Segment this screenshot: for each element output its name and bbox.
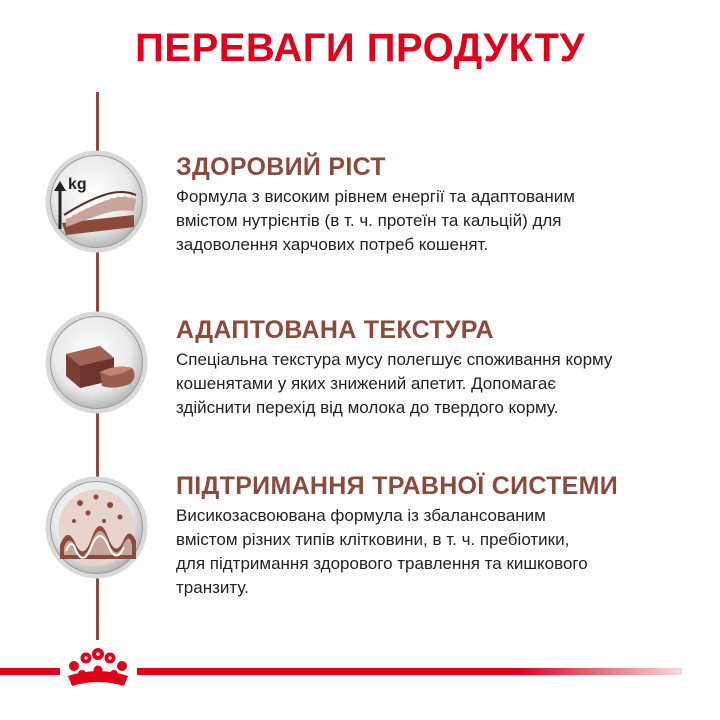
benefit-title: ПІДТРИМАННЯ ТРАВНОЇ СИСТЕМИ [176, 472, 619, 500]
description-line: транзиту. [176, 578, 249, 597]
digestive-system-icon [44, 475, 149, 580]
weight-growth-icon [44, 149, 149, 254]
royal-canin-crown-logo [62, 644, 134, 690]
footer-red-bar-left [0, 668, 60, 675]
description-line: вмістом нутрієнтів (в т. ч. протеїн та кальцій) для [176, 211, 562, 230]
description-line: здійснити перехід від молока до твердого корму. [176, 398, 559, 417]
page-title: ПЕРЕВАГИ ПРОДУКТУ [135, 26, 585, 70]
footer-red-bar-right [137, 668, 682, 675]
description-line: Формула з високим рівнем енергії та адаптованим [176, 187, 575, 206]
mousse-texture-icon [44, 310, 149, 415]
benefit-title: АДАПТОВАНА ТЕКСТУРА [176, 316, 494, 344]
footer [0, 642, 720, 692]
description-line: Висикозасвоювана формула із збалансованим [176, 506, 546, 525]
description-line: вмістом різних типів клітковини, в т. ч. пребіотики, [176, 530, 570, 549]
description-line: кошенятами у яких знижений апетит. Допомагає [176, 374, 557, 393]
description-line: Спеціальна текстура мусу полегшує споживання корму [176, 350, 613, 369]
svg-text:kg: kg [68, 176, 87, 193]
description-line: задоволення харчових потреб кошенят. [176, 235, 489, 254]
benefit-description [176, 348, 696, 420]
description-line: для підтримання здорового травлення та кишкового [176, 554, 588, 573]
benefit-title: ЗДОРОВИЙ РІСТ [176, 153, 386, 181]
benefit-description [176, 185, 696, 257]
benefit-description [176, 504, 696, 600]
